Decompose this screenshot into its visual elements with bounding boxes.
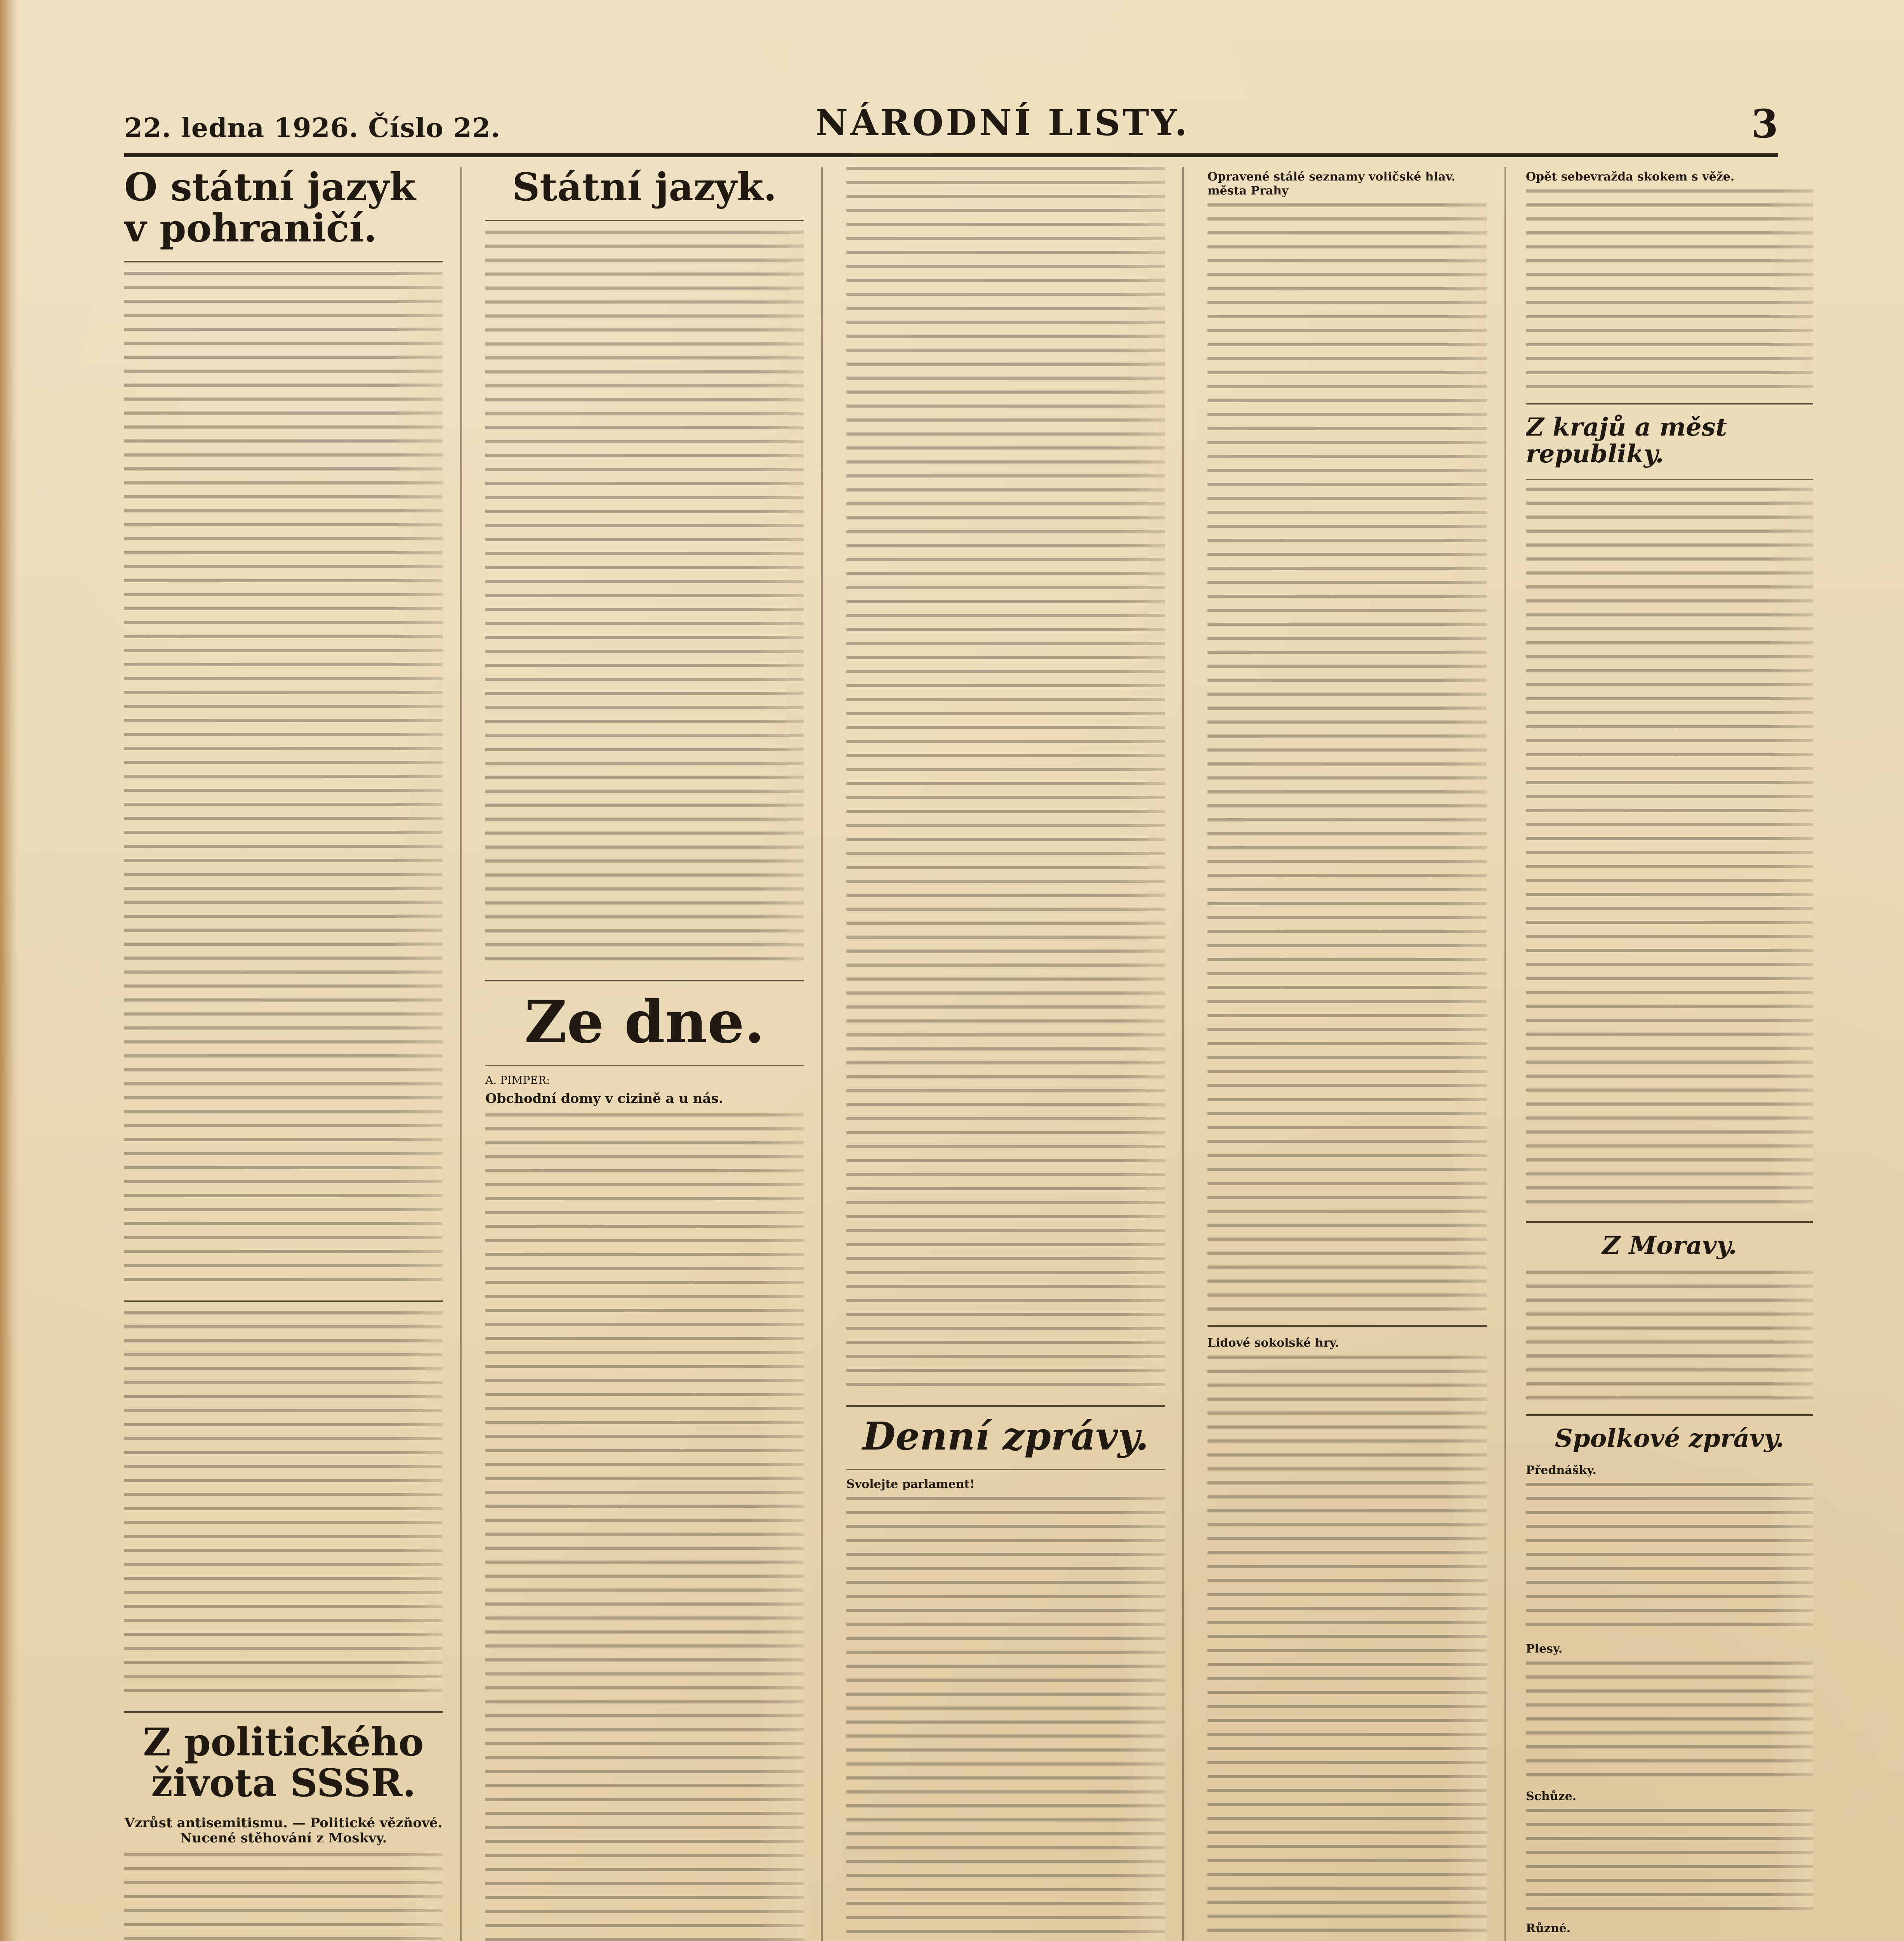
article-byline-ze-dne: A. PIMPER:	[485, 1073, 550, 1087]
section-rule	[846, 1405, 1165, 1407]
article-title-spolkove: Spolkové zprávy.	[1555, 1424, 1784, 1453]
page-edge	[0, 0, 19, 1941]
article-body-column-3-top	[846, 167, 1165, 1394]
title-rule	[485, 1065, 804, 1066]
column-rule	[460, 167, 462, 1941]
section-rule	[1526, 1414, 1813, 1416]
masthead-rule	[124, 153, 1778, 157]
page-number: 3	[1751, 101, 1778, 147]
article-body-z-kraju	[1526, 488, 1813, 1210]
issue-date: 22. ledna 1926. Číslo 22.	[124, 113, 500, 144]
article-body-statni-jazyk-v-pohranici-cont	[124, 1311, 443, 1700]
section-rule	[1207, 1325, 1487, 1327]
section-rule	[485, 980, 804, 981]
snippet-plesy: Plesy.	[1526, 1642, 1563, 1656]
title-rule	[846, 1469, 1165, 1470]
article-body-denni-zpravy	[846, 1497, 1165, 1941]
snippet-ruzne: Různé.	[1526, 1922, 1571, 1936]
column-rule	[821, 167, 823, 1941]
column-rule	[1182, 167, 1184, 1941]
article-subtitle-ze-dne: Obchodní domy v cizině a u nás.	[485, 1090, 723, 1106]
article-body-ze-dne	[485, 1113, 804, 1941]
column-1	[124, 167, 443, 1941]
snippet-chromec: Opravené stálé seznamy voličské hlav. města Prahy	[1207, 170, 1456, 198]
article-title-denni-zpravy: Denní zprávy.	[862, 1414, 1149, 1459]
article-body-column-4-top	[1207, 203, 1487, 1314]
article-body-z-politickeho-zivota	[124, 1853, 443, 1941]
snippet-skoda: Opět sebevražda skokem s věže.	[1526, 170, 1735, 184]
masthead	[124, 97, 1778, 155]
title-rule	[124, 261, 443, 262]
column-5	[1526, 167, 1813, 1941]
newspaper-title: NÁRODNÍ LISTY.	[815, 102, 1190, 144]
article-body-statni-jazyk	[485, 231, 804, 968]
article-title-ze-dne: Ze dne.	[524, 988, 765, 1056]
article-body-schuze	[1526, 1809, 1813, 1910]
column-2	[485, 167, 804, 1941]
article-title-z-moravy: Z Moravy.	[1602, 1231, 1737, 1260]
title-rule	[1526, 479, 1813, 480]
column-rule	[1504, 167, 1506, 1941]
title-rule	[485, 220, 804, 221]
article-title-statni-jazyk-v-pohranici: O státní jazyk v pohraničí.	[124, 167, 416, 251]
article-body-plesy	[1526, 1661, 1813, 1778]
article-body-prednasky	[1526, 1483, 1813, 1630]
section-rule	[1526, 1221, 1813, 1223]
snippet-sokol: Lidové sokolské hry.	[1207, 1336, 1339, 1350]
article-title-z-kraju: Z krajů a měst republiky.	[1526, 413, 1727, 469]
section-rule	[124, 1711, 443, 1713]
article-title-statni-jazyk: Státní jazyk.	[512, 167, 777, 210]
column-4	[1207, 167, 1487, 1941]
article-body-column-4-bottom	[1207, 1356, 1487, 1941]
article-body-column-5-top	[1526, 189, 1813, 391]
section-rule	[1526, 403, 1813, 405]
column-3	[846, 167, 1165, 1941]
article-title-z-politickeho-zivota: Z politického života SSSR.	[143, 1720, 424, 1806]
article-body-statni-jazyk-v-pohranici	[124, 272, 443, 1289]
snippet-schuze: Schůze.	[1526, 1790, 1577, 1804]
snippet-parlament: Svolejte parlament!	[846, 1477, 975, 1491]
section-rule	[124, 1300, 443, 1302]
article-subtitle-z-politickeho-zivota: Vzrůst antisemitismu. — Politické vězňové. Nucené stěhování z Moskvy.	[124, 1815, 443, 1846]
article-body-z-moravy	[1526, 1271, 1813, 1403]
snippet-prednasky: Přednášky.	[1526, 1464, 1597, 1477]
